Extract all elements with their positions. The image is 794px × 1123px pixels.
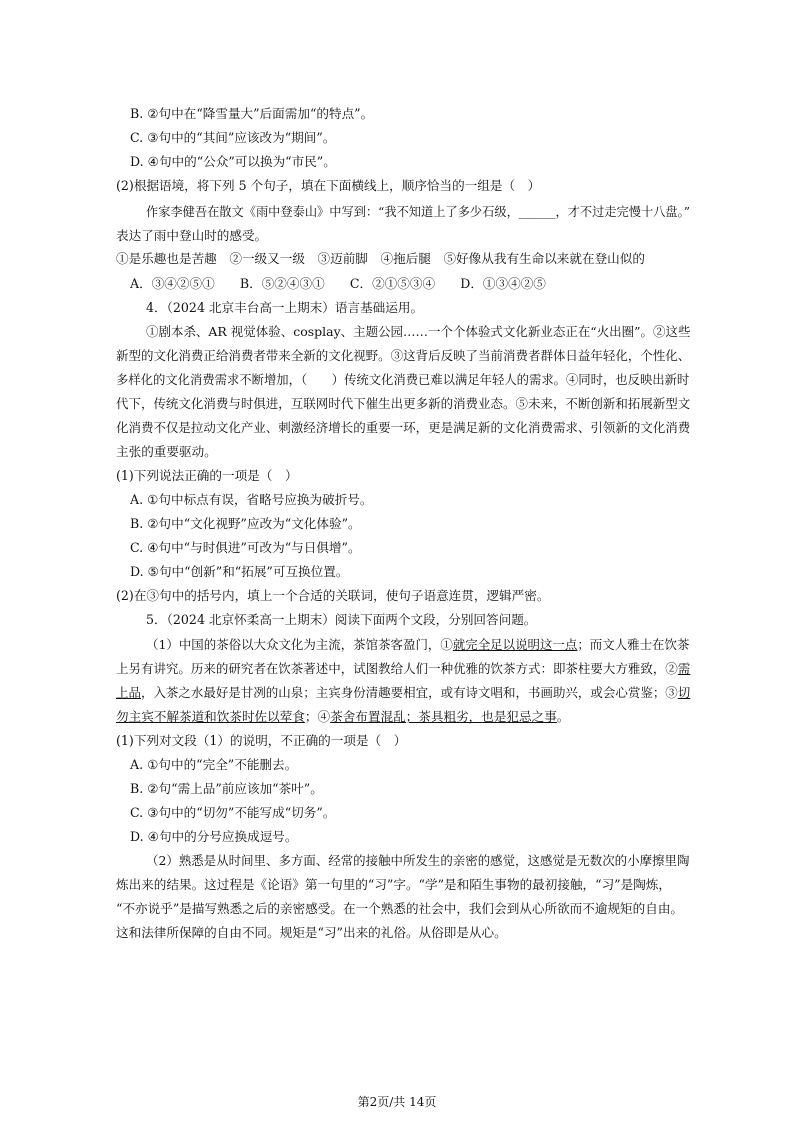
q4-option-b: B. ②句中“文化视野”应改为“文化体验”。 [130,516,361,531]
q4-subquestion-1: (1)下列说法正确的一项是（ ） [116,468,298,483]
q5-text: ，入茶之水最好是甘冽的山泉；主宾身份清趣要相宜，或有诗文唱和，书画助兴，或会心赏鉴；③ [140,685,678,700]
q4-passage-line-4: 代下，传统文化消费与时俱进，互联网时代下催生出更多新的消费业态。⑤未来，不断创新和拓展新型文 [116,396,691,411]
q5-passage2-line-1: （2）熟悉是从时间里、多方面、经常的接触中所发生的亲密的感觉，这感觉是无数次的小摩擦里陶 [146,853,690,868]
q5-text: 上另有讲究。历来的研究者在饮茶著述中，试图教给人们一种优雅的饮茶方式：即茶柱要大方雅致，② [116,661,678,676]
q5-passage1-line-3 [116,687,690,699]
q5-option-a: A. ①句中的“完全”不能删去。 [130,757,298,772]
q4-option-d: D. ⑤句中“创新”和“拓展”可互换位置。 [130,564,349,579]
q5-underlined-text: 切 [677,685,691,700]
q5-passage2-line-4: 这和法律所保障的自由不同。规矩是“习”出来的礼俗。从俗即是从心。 [116,925,507,940]
q4-passage-line-1: ①剧本杀、AR 视觉体验、cosplay、主题公园……一个个体验式文化新业态正在“火出圈”。②这些 [146,324,691,339]
q3-choices: A．③④②⑤① B．⑤②④③① C．②①⑤③④ D．①③④②⑤ [130,276,546,291]
page-number-footer: 第2页/共 14页 [357,1095,437,1109]
q5-passage2-line-2: 炼出来的结果。这过程是《论语》第一句里的“习”字。“学”是和陌生事物的最初接触，“习”是陶炼， [116,877,671,892]
q5-underlined-text: 勿主宾不解茶道和饮茶时佐以荤食 [116,709,305,724]
q4-option-c: C. ④句中“与时俱进”可改为“与日俱增”。 [130,540,361,555]
q5-option-c: C. ③句中的“切勿”不能写成“切务”。 [130,805,336,820]
q3-option-c: C. ③句中的“其间”应该改为“期间”。 [130,130,336,145]
q3-option-b: B. ②句中在“降雪量大”后面需加“的特点”。 [130,106,374,121]
q5-title: 5．（2024 北京怀柔高一上期末）阅读下面两个文段，分别回答问题。 [146,612,537,627]
q5-subquestion-1: (1)下列对文段（1）的说明，不正确的一项是（ ） [116,733,407,748]
q3-subquestion-2: (2)根据语境，将下列 5 个句子，填在下面横线上，顺序恰当的一组是（ ） [116,178,541,193]
q4-passage-line-2: 新型的文化消费正给消费者带来全新的文化视野。③这背后反映了当前消费者群体日益年轻化，个性化、 [116,348,691,363]
q5-passage1-line-2 [116,663,690,675]
q4-passage-line-6: 主张的重要驱动。 [116,444,217,459]
q5-option-b: B. ②句“需上品”前应该加“茶叶”。 [130,781,323,796]
q5-text: ；而文人雅士在饮茶 [577,637,690,652]
q5-underlined-text: 需 [677,661,691,676]
q3-passage-line-2: 表达了雨中登山时的感受。 [116,228,268,243]
q3-option-d: D. ④句中的“公众”可以换为“市民”。 [130,154,336,169]
q3-passage-line-1: 作家李健吾在散文《雨中登泰山》中写到：“我不知道上了多少石级，______，才不过走完慢十八盘。” [146,205,691,219]
q5-text: ；④ [304,709,331,724]
q4-passage-line-3: 多样化的文化消费需求不断增加，（ ）传统文化消费已难以满足年轻人的需求。④同时，也反映出新时 [116,373,690,387]
q5-passage1-line-1 [146,639,689,651]
q4-option-a: A. ①句中标点有误，省略号应换为破折号。 [130,492,373,507]
q5-underlined-text: 茶舍布置混乱；茶具粗劣，也是犯忌之事 [330,709,557,724]
q4-subquestion-2: (2)在③句中的括号内，填上一个合适的关联词，使句子语意连贯，逻辑严密。 [116,588,550,603]
q4-title: 4．（2024 北京丰台高一上期末）语言基础运用。 [146,300,424,315]
q5-passage1-line-4 [116,711,569,724]
q5-passage2-line-3: “不亦说乎”是描写熟悉之后的亲密感受。在一个熟悉的社会中，我们会到从心所欲而不逾规矩的自由。 [116,901,684,916]
q3-sentence-list: ①是乐趣也是苦趣 ②一级又一级 ③迈前脚 ④拖后腿 ⑤好像从我有生命以来就在登山似的 [116,251,645,266]
q5-underlined-text: 就完全足以说明这一点 [452,637,578,652]
q5-underlined-text: 上品 [116,685,141,700]
q4-passage-line-5: 化消费不仅是拉动文化产业、刺激经济增长的重要一环，更是满足新的文化消费需求、引领新的文化消费 [116,420,691,435]
q5-text: 。 [556,709,570,724]
q5-text: （1）中国的茶俗以大众文化为主流，茶馆茶客盈门，① [146,637,453,652]
q5-option-d: D. ④句中的分号应换成逗号。 [130,829,298,844]
